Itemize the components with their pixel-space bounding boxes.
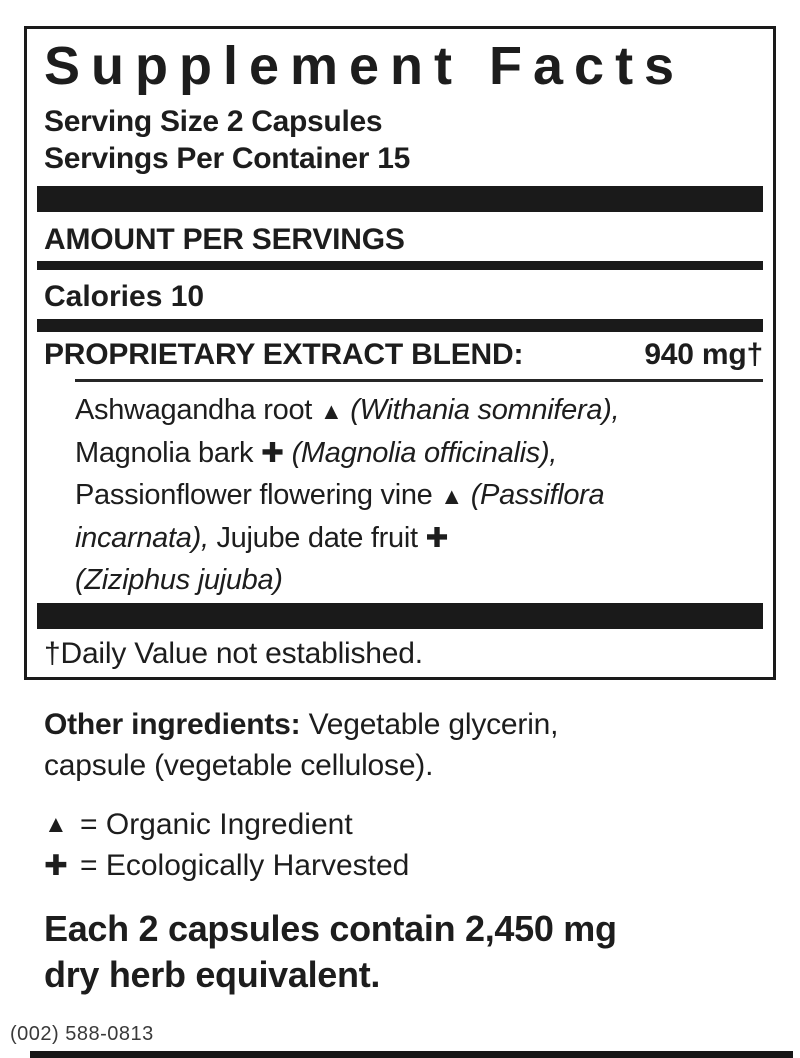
other-ingredients-text: Other ingredients: Vegetable glycerin, capsule (vegetable cellulose). [44, 708, 559, 782]
supplement-facts-title: Supplement Facts [44, 36, 686, 96]
supplement-facts-panel [24, 26, 776, 680]
bottom-crop-bar [30, 1051, 793, 1058]
organic-triangle-icon: ▲ [440, 483, 463, 509]
separator-bar-semi [37, 319, 763, 332]
proprietary-blend-row [44, 336, 763, 373]
organic-triangle-icon: ▲ [44, 810, 68, 838]
amount-per-servings-header: AMOUNT PER SERVINGS [44, 223, 405, 256]
separator-bar-thick-bottom [37, 603, 763, 629]
daily-value-footnote: †Daily Value not established. [44, 637, 423, 670]
legend-label-ecological: = Ecologically Harvested [80, 848, 410, 882]
eco-cross-icon: ✚ [44, 849, 68, 882]
separator-bar-thick-top [37, 186, 763, 212]
blend-amount: 940 mg† [644, 338, 763, 371]
serving-size-line: Serving Size 2 Capsules [44, 105, 383, 138]
blend-ingredients-list: Ashwagandha root ▲ (Withania somnifera), Magnolia bark ✚ (Magnolia officinalis), Passionflower flowering vine ▲ (Passiflora incarnata), Jujube date fruit ✚ (Ziziphus jujuba) [75, 379, 763, 601]
blend-name: PROPRIETARY EXTRACT BLEND: [44, 338, 524, 371]
separator-bar-medium [37, 261, 763, 270]
eco-cross-icon: ✚ [425, 522, 449, 553]
servings-per-container-line: Servings Per Container 15 [44, 142, 410, 175]
eco-cross-icon: ✚ [261, 437, 284, 468]
dry-herb-equivalence-note: Each 2 capsules contain 2,450 mg dry herb equivalent. [44, 908, 617, 995]
legend-label-organic: = Organic Ingredient [80, 807, 353, 841]
organic-triangle-icon: ▲ [319, 398, 343, 424]
legend-row-ecological [44, 845, 409, 886]
calories-line: Calories 10 [44, 280, 205, 313]
legend-row-organic [44, 804, 409, 845]
product-code: (002) 588-0813 [10, 1023, 154, 1045]
symbol-legend [44, 804, 409, 886]
